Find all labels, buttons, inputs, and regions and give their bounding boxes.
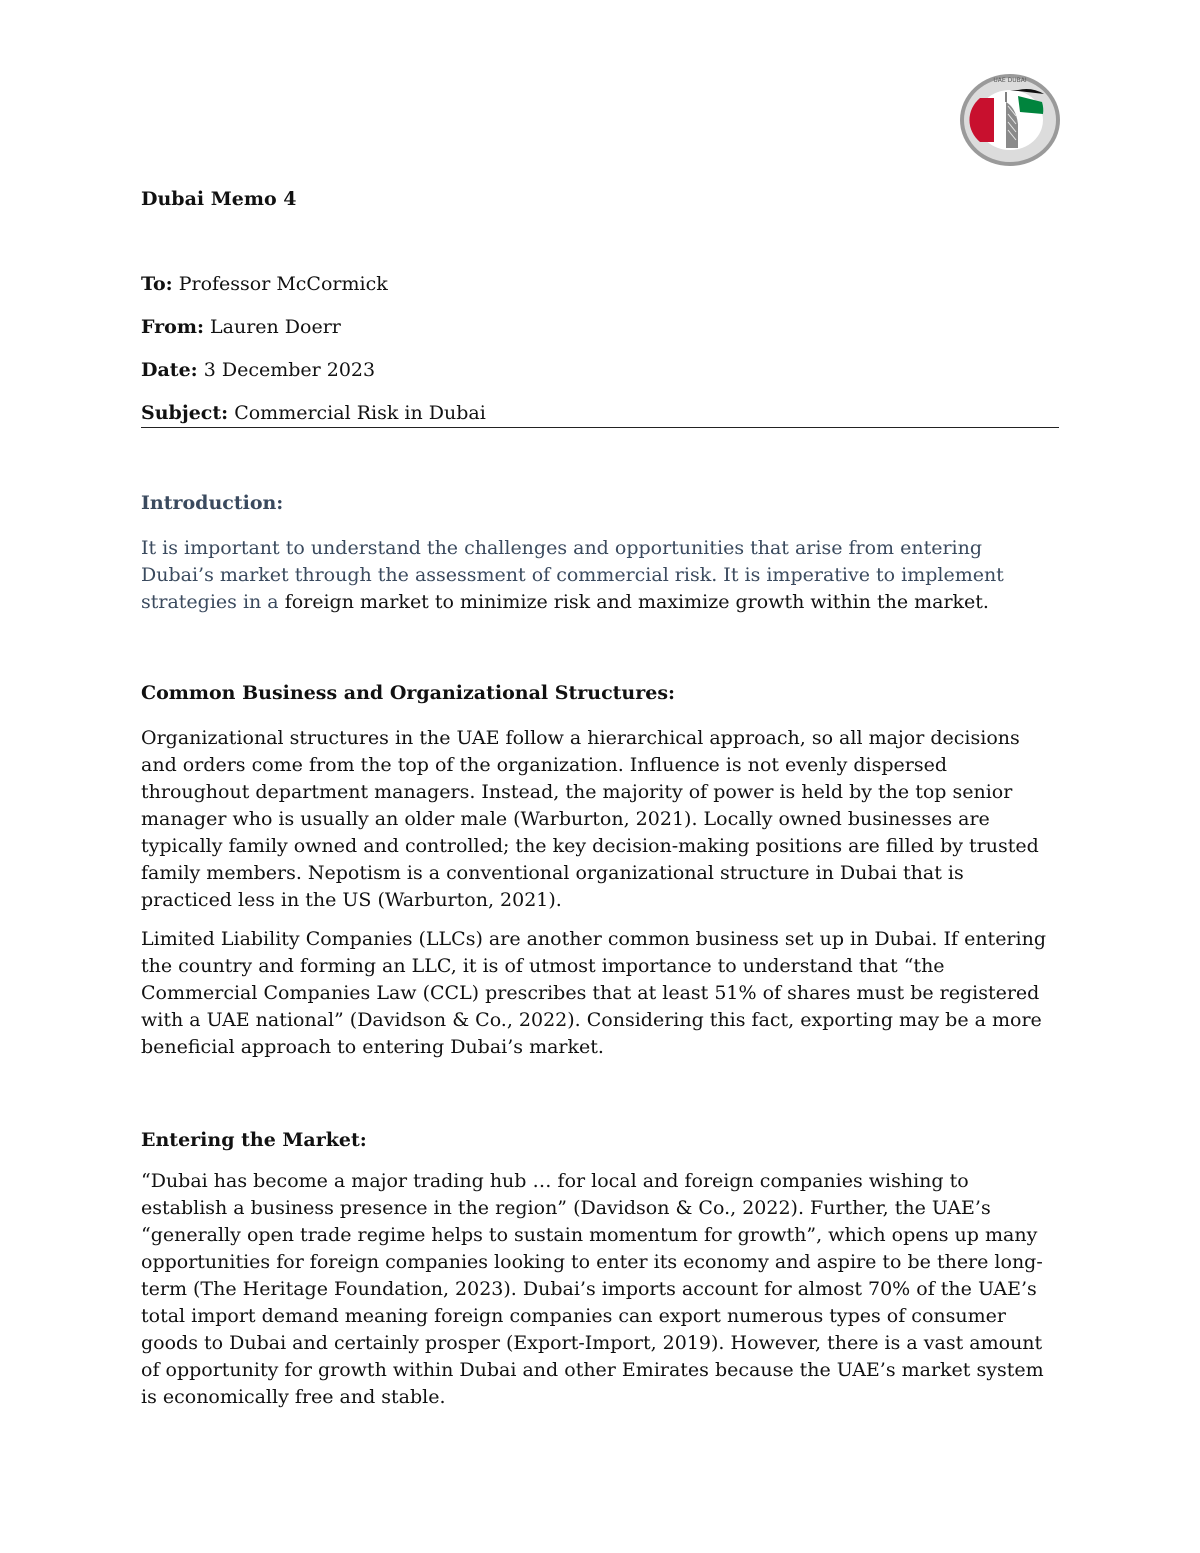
intro-paragraph bbox=[141, 535, 1059, 616]
intro-text-a: It is important to understand the challenges and opportunities that arise from entering Dubai’s market through the assessment of commercial risk. It is imperative to implement strategies in a bbox=[141, 537, 1004, 613]
structures-paragraph-2: Limited Liability Companies (LLCs) are another common business set up in Dubai. If entering the country and forming an LLC, it is of utmost importance to understand that “the Commercial Companies Law (CCL) prescribes that at least 51% of shares must be registered with a UAE national” (Davidson & Co., 2022). Considering this fact, exporting may be a more beneficial approach to entering Dubai’s market. bbox=[141, 928, 1046, 1058]
from-line bbox=[141, 314, 1059, 341]
date-label: Date: bbox=[141, 359, 198, 381]
to-value: Professor McCormick bbox=[172, 273, 388, 295]
market-paragraph-1: “Dubai has become a major trading hub … for local and foreign companies wishing to establish a business presence in the region” (Davidson & Co., 2022). Further, the UAE’s “generally open trade regime helps to sustain momentum for growth”, which opens up many opportunities for foreign companies looking to enter its economy and aspire to be there long-term (The Heritage Foundation, 2023). Dubai’s imports account for almost 70% of the UAE’s total import demand meaning foreign companies can export numerous types of consumer goods to Dubai and certainly prosper (Export-Import, 2019). However, there is a vast amount of opportunity for growth within Dubai and other Emirates because the UAE’s market system is economically free and stable. bbox=[141, 1170, 1044, 1408]
date-value: 3 December 2023 bbox=[197, 359, 376, 381]
to-line bbox=[141, 271, 1059, 298]
structures-paragraph-1: Organizational structures in the UAE follow a hierarchical approach, so all major decisions and orders come from the top of the organization. Influence is not evenly dispersed throughout department managers. Instead, the majority of power is held by the top senior manager who is usually an older male (Warburton, 2021). Locally owned businesses are typically family owned and controlled; the key decision-making positions are filled by trusted family members. Nepotism is a conventional organizational structure in Dubai that is practiced less in the US (Warburton, 2021). bbox=[141, 727, 1039, 911]
to-label: To: bbox=[141, 273, 173, 295]
subject-label: Subject: bbox=[141, 402, 229, 424]
from-label: From: bbox=[141, 316, 204, 338]
intro-heading: Introduction: bbox=[141, 492, 284, 514]
from-value: Lauren Doerr bbox=[203, 316, 341, 338]
memo-title: Dubai Memo 4 bbox=[141, 188, 297, 210]
memo-header bbox=[141, 271, 1059, 428]
dubai-seal-logo bbox=[958, 72, 1062, 168]
seal-top-text: UAE DUBAI bbox=[993, 77, 1027, 84]
date-line bbox=[141, 357, 1059, 384]
memo-body bbox=[141, 186, 1059, 1411]
intro-text-b: foreign market to minimize risk and maximize growth within the market. bbox=[284, 591, 989, 613]
subject-line bbox=[141, 400, 1059, 427]
structures-heading: Common Business and Organizational Structures: bbox=[141, 682, 676, 704]
subject-value: Commercial Risk in Dubai bbox=[228, 402, 486, 424]
market-heading: Entering the Market: bbox=[141, 1129, 367, 1151]
